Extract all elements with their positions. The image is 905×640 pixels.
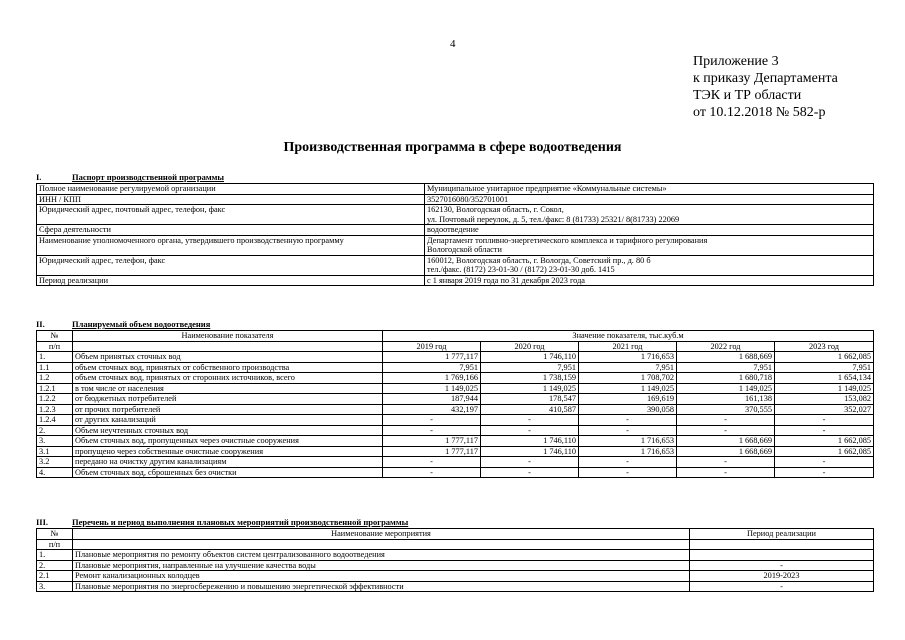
- row-value: 1 746,110: [481, 436, 579, 447]
- row-value: -: [775, 467, 874, 478]
- row-name: Объем сточных вод, пропущенных через очистные сооружения: [73, 436, 383, 447]
- row-value: 410,587: [481, 404, 579, 415]
- row-value: -: [383, 415, 481, 426]
- table-row: [37, 352, 874, 363]
- row-value: 1 716,653: [579, 436, 677, 447]
- table-row: [37, 457, 874, 468]
- table-row: [37, 550, 874, 561]
- row-num: 1.2.2: [37, 394, 73, 405]
- row-value: -: [383, 467, 481, 478]
- passport-table: [36, 183, 874, 286]
- appendix-line-2: к приказу Департамента: [693, 71, 838, 86]
- row-value: 1 777,117: [383, 446, 481, 457]
- row-value: 7,951: [481, 362, 579, 373]
- row-value: 1 662,085: [775, 446, 874, 457]
- table-row: [37, 235, 874, 255]
- row-name: передано на очистку другим канализациям: [73, 457, 383, 468]
- row-value: 1 149,025: [383, 383, 481, 394]
- row-value: 153,082: [775, 394, 874, 405]
- row-value: 1 149,025: [481, 383, 579, 394]
- table-header-row: [37, 539, 874, 550]
- appendix-line-1: Приложение 3: [693, 54, 779, 69]
- section-1-title: Паспорт производственной программы: [72, 172, 225, 182]
- row-period: [690, 550, 874, 561]
- row-value: 1 662,085: [775, 352, 874, 363]
- col-header-period-2: [690, 539, 874, 550]
- col-header-value: Значение показателя, тыс.куб.м: [383, 331, 874, 342]
- section-3-heading: [36, 517, 408, 527]
- row-value: 1 662,085: [775, 436, 874, 447]
- row-value: 1 654,134: [775, 373, 874, 384]
- row-name: в том числе от населения: [73, 383, 383, 394]
- row-value: 1 769,166: [383, 373, 481, 384]
- row-value: 1 746,110: [481, 446, 579, 457]
- passport-value: 162130, Вологодская область, г. Сокол,: [427, 205, 564, 214]
- passport-label: Сфера деятельности: [37, 225, 425, 236]
- section-3-number: III.: [36, 517, 49, 527]
- section-2-heading: [36, 319, 210, 329]
- row-value: -: [481, 415, 579, 426]
- row-value: 1 716,653: [579, 446, 677, 457]
- passport-value-line-2: Вологодской области: [427, 245, 502, 254]
- passport-value: Муниципальное унитарное предприятие «Коммунальные системы»: [425, 184, 874, 195]
- passport-label: Наименование уполномоченного органа, утвердившего производственную программу: [37, 235, 425, 255]
- col-header-num-2: п/п: [37, 539, 73, 550]
- passport-value: Департамент топливно-энергетического комплекса и тарифного регулирования: [427, 235, 708, 245]
- table-row: [37, 255, 874, 275]
- row-name: от других канализаций: [73, 415, 383, 426]
- passport-value: с 1 января 2019 года по 31 декабря 2023 года: [425, 275, 874, 286]
- col-header-name: Наименование показателя: [73, 331, 383, 342]
- row-value: -: [579, 457, 677, 468]
- passport-value: 160012, Вологодская область, г. Вологда, Советский пр., д. 80 б: [427, 255, 651, 265]
- passport-label: Период реализации: [37, 275, 425, 286]
- row-name: Объем принятых сточных вод: [73, 352, 383, 363]
- row-value: 370,555: [677, 404, 775, 415]
- row-value: 1 777,117: [383, 352, 481, 363]
- volume-table: [36, 330, 874, 478]
- table-row: [37, 205, 874, 225]
- table-row: [37, 362, 874, 373]
- passport-value: водоотведение: [425, 225, 874, 236]
- row-num: 1.2.3: [37, 404, 73, 415]
- row-value: 178,547: [481, 394, 579, 405]
- row-value: 390,058: [579, 404, 677, 415]
- table-row: [37, 446, 874, 457]
- row-num: 2.1: [37, 571, 73, 582]
- row-name: от бюджетных потребителей: [73, 394, 383, 405]
- table-row: [37, 581, 874, 592]
- row-period: -: [690, 581, 874, 592]
- col-header-measure: Наименование мероприятия: [73, 529, 690, 540]
- row-num: 3.: [37, 581, 73, 592]
- passport-value-line-2: тел./факс. (8172) 23-01-30 / (8172) 23-01-30 доб. 1415: [427, 265, 615, 274]
- measures-table-body: [37, 550, 874, 592]
- row-measure: Ремонт канализационных колодцев: [73, 571, 690, 582]
- passport-label: ИНН / КПП: [37, 194, 425, 205]
- row-value: -: [677, 467, 775, 478]
- row-value: 1 680,718: [677, 373, 775, 384]
- passport-value: 3527016080/352701001: [425, 194, 874, 205]
- col-header-num: №: [37, 331, 73, 342]
- table-row: [37, 194, 874, 205]
- row-value: 1 149,025: [579, 383, 677, 394]
- col-header-name-2: [73, 341, 383, 352]
- row-value: -: [579, 467, 677, 478]
- row-value: -: [481, 457, 579, 468]
- appendix-header: [693, 53, 838, 121]
- row-period: -: [690, 560, 874, 571]
- row-value: 1 668,669: [677, 446, 775, 457]
- table-row: [37, 425, 874, 436]
- table-row: [37, 383, 874, 394]
- table-row: [37, 571, 874, 582]
- row-value: 7,951: [775, 362, 874, 373]
- section-1-number: I.: [36, 172, 42, 182]
- col-header-measure-2: [73, 539, 690, 550]
- col-header-year: 2021 год: [579, 341, 677, 352]
- table-row: [37, 415, 874, 426]
- table-header-row: [37, 331, 874, 342]
- row-value: -: [677, 415, 775, 426]
- row-value: 1 149,025: [775, 383, 874, 394]
- row-value: -: [481, 467, 579, 478]
- row-num: 3.: [37, 436, 73, 447]
- appendix-line-3: ТЭК и ТР области: [693, 88, 802, 103]
- document-title: Производственная программа в сфере водоотведения: [283, 140, 622, 155]
- row-value: 7,951: [677, 362, 775, 373]
- row-name: Объем неучтенных сточных вод: [73, 425, 383, 436]
- row-measure: Плановые мероприятия, направленные на улучшение качества воды: [73, 560, 690, 571]
- row-value: -: [383, 457, 481, 468]
- col-header-year: 2019 год: [383, 341, 481, 352]
- passport-value-line-2: ул. Почтовый переулок, д. 5, тел./факс: 8 (81733) 25321/ 8(81733) 22069: [427, 214, 680, 224]
- table-row: [37, 394, 874, 405]
- row-value: -: [775, 415, 874, 426]
- row-value: 1 688,669: [677, 352, 775, 363]
- row-name: Объем сточных вод, сброшенных без очистки: [73, 467, 383, 478]
- table-row: [37, 404, 874, 415]
- row-num: 1.2.1: [37, 383, 73, 394]
- page-number: 4: [450, 38, 456, 50]
- row-name: от прочих потребителей: [73, 404, 383, 415]
- row-value: -: [677, 457, 775, 468]
- row-value: 187,944: [383, 394, 481, 405]
- row-num: 3.1: [37, 446, 73, 457]
- col-header-year: 2023 год: [775, 341, 874, 352]
- table-row: [37, 560, 874, 571]
- table-header-row: [37, 529, 874, 540]
- row-value: 432,197: [383, 404, 481, 415]
- row-num: 2.: [37, 425, 73, 436]
- table-row: [37, 225, 874, 236]
- passport-label: Юридический адрес, почтовый адрес, телефон, факс: [37, 205, 425, 225]
- col-header-year: 2022 год: [677, 341, 775, 352]
- measures-table: [36, 528, 874, 592]
- row-value: 169,619: [579, 394, 677, 405]
- row-value: 1 708,702: [579, 373, 677, 384]
- row-value: 161,138: [677, 394, 775, 405]
- row-value: -: [677, 425, 775, 436]
- row-num: 2.: [37, 560, 73, 571]
- row-value: 1 716,653: [579, 352, 677, 363]
- row-num: 1.: [37, 352, 73, 363]
- col-header-num-2: п/п: [37, 341, 73, 352]
- col-header-num: №: [37, 529, 73, 540]
- table-row: [37, 184, 874, 195]
- col-header-period: Период реализации: [690, 529, 874, 540]
- row-value: -: [481, 425, 579, 436]
- row-value: -: [383, 425, 481, 436]
- row-num: 1.2.4: [37, 415, 73, 426]
- table-row: [37, 467, 874, 478]
- row-value: 7,951: [579, 362, 677, 373]
- table-row: [37, 373, 874, 384]
- row-value: -: [775, 457, 874, 468]
- row-measure: Плановые мероприятия по энергосбережению и повышению энергетической эффективности: [73, 581, 690, 592]
- row-num: 1.: [37, 550, 73, 561]
- row-num: 3.2: [37, 457, 73, 468]
- section-3-title: Перечень и период выполнения плановых мероприятий производственной программы: [72, 517, 409, 527]
- table-row: [37, 275, 874, 286]
- row-value: 7,951: [383, 362, 481, 373]
- row-value: -: [579, 415, 677, 426]
- row-name: пропущено через собственные очистные сооружения: [73, 446, 383, 457]
- passport-value-cell: [425, 235, 874, 255]
- row-name: объем сточных вод, принятых от сторонних источников, всего: [73, 373, 383, 384]
- section-2-title: Планируемый объем водоотведения: [72, 319, 211, 329]
- passport-label: Юридический адрес, телефон, факс: [37, 255, 425, 275]
- section-2-number: II.: [36, 319, 45, 329]
- row-value: 1 668,669: [677, 436, 775, 447]
- table-header-row: [37, 341, 874, 352]
- row-period: 2019-2023: [690, 571, 874, 582]
- row-num: 1.1: [37, 362, 73, 373]
- table-row: [37, 436, 874, 447]
- col-header-year: 2020 год: [481, 341, 579, 352]
- row-measure: Плановые мероприятия по ремонту объектов систем централизованного водоотведения: [73, 550, 690, 561]
- row-num: 4.: [37, 467, 73, 478]
- row-value: -: [579, 425, 677, 436]
- row-value: 1 738,159: [481, 373, 579, 384]
- volume-table-body: [37, 352, 874, 478]
- row-value: 1 777,117: [383, 436, 481, 447]
- passport-value-cell: [425, 205, 874, 225]
- passport-value-cell: [425, 255, 874, 275]
- passport-label: Полное наименование регулируемой организации: [37, 184, 425, 195]
- row-value: -: [775, 425, 874, 436]
- row-num: 1.2: [37, 373, 73, 384]
- row-value: 1 149,025: [677, 383, 775, 394]
- appendix-line-4: от 10.12.2018 № 582-р: [693, 105, 826, 120]
- section-1-heading: [36, 172, 224, 182]
- row-value: 352,027: [775, 404, 874, 415]
- row-name: объем сточных вод, принятых от собственного производства: [73, 362, 383, 373]
- row-value: 1 746,110: [481, 352, 579, 363]
